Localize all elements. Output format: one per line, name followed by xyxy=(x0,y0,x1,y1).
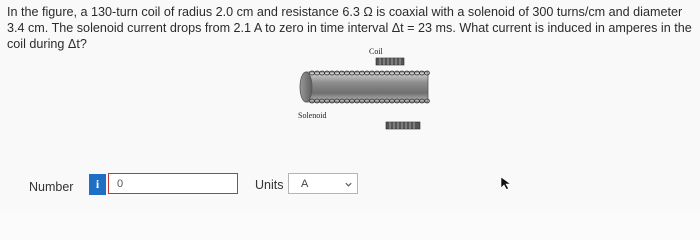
coil-solenoid-figure xyxy=(292,44,438,130)
number-label: Number xyxy=(29,180,74,194)
answer-number-input[interactable] xyxy=(108,173,238,194)
solenoid-label: Solenoid xyxy=(298,111,327,120)
question-text: In the figure, a 130-turn coil of radius 2.0 cm and resistance 6.3 Ω is coaxial with a solenoid of 300 turns/cm and diameter 3.4 cm. The solenoid current drops from 2.1 A to zero in time interval Δt = 23 ms. What current is induced in amperes in the coil during Δt? xyxy=(7,5,692,51)
units-label: Units xyxy=(255,178,284,192)
chevron-down-icon xyxy=(344,180,353,189)
coil-label: Coil xyxy=(369,47,383,56)
info-icon[interactable]: i xyxy=(89,174,106,195)
units-dropdown[interactable] xyxy=(288,173,358,194)
units-selected-value: A xyxy=(301,178,309,190)
mouse-cursor-icon xyxy=(500,176,512,190)
